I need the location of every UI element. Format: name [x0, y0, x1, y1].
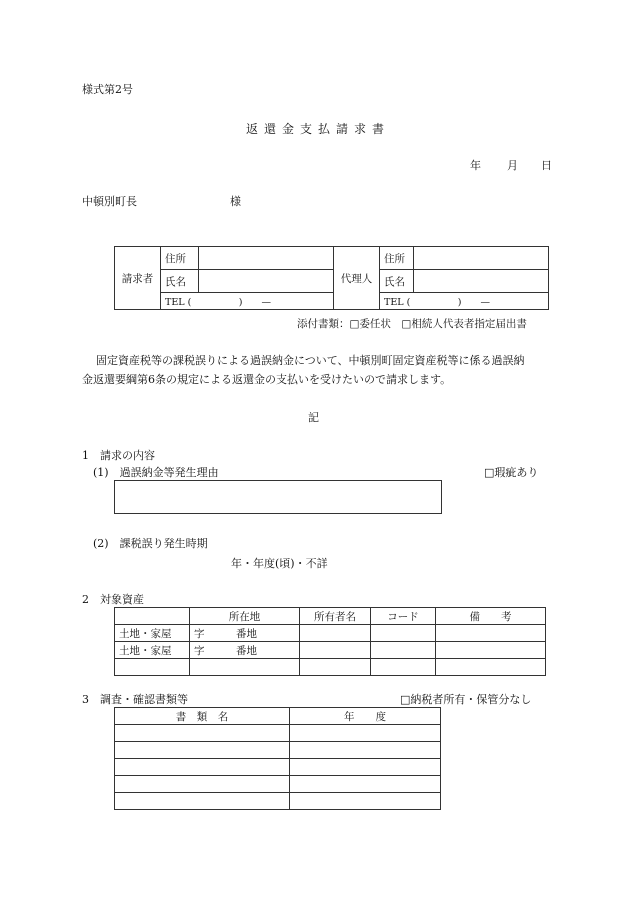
table-row [115, 793, 441, 810]
no-documents-checkbox[interactable]: □納税者所有・保管分なし [400, 693, 532, 706]
ki-marker: 記 [308, 411, 319, 424]
document-year-cell[interactable] [290, 725, 441, 742]
requester-tel[interactable]: TEL ( ) — [161, 293, 334, 310]
document-name-cell[interactable] [115, 725, 290, 742]
section1-item1: (1) 過誤納金等発生理由 [93, 466, 219, 479]
asset-owner-cell[interactable] [300, 659, 371, 676]
section1-item2: (2) 課税誤り発生時期 [93, 537, 208, 550]
asset-code-cell[interactable] [371, 659, 436, 676]
defect-checkbox[interactable]: □瑕疵あり [484, 466, 539, 479]
section3-heading: 3 調査・確認書類等 [82, 693, 188, 706]
asset-location-cell[interactable]: 字 番地 [190, 642, 300, 659]
assets-header-cell: 所有者名 [300, 608, 371, 625]
attachments: 添付書類：□委任状 □相続人代表者指定届出書 [297, 318, 527, 330]
assets-header-cell: 所在地 [190, 608, 300, 625]
document-year-cell[interactable] [290, 742, 441, 759]
document-year-cell[interactable] [290, 776, 441, 793]
asset-type-cell: 土地・家屋 [115, 625, 190, 642]
asset-remarks-cell[interactable] [436, 625, 546, 642]
document-name-cell[interactable] [115, 793, 290, 810]
requester-label: 請求者 [115, 247, 161, 310]
documents-header-cell: 書 類 名 [115, 708, 290, 725]
body-text-line-2: 金返還要綱第6条の規定による返還金の支払いを受けたいので請求します。 [82, 373, 452, 386]
reason-box[interactable] [114, 480, 442, 514]
asset-remarks-cell[interactable] [436, 659, 546, 676]
asset-code-cell[interactable] [371, 642, 436, 659]
document-year-cell[interactable] [290, 759, 441, 776]
agent-name-label: 氏名 [380, 270, 414, 293]
asset-owner-cell[interactable] [300, 625, 371, 642]
asset-owner-cell[interactable] [300, 642, 371, 659]
date-year: 年 [470, 159, 481, 172]
agent-tel[interactable]: TEL ( ) — [380, 293, 549, 310]
period-options: 年・年度(頃)・不詳 [231, 557, 328, 570]
page-title: 返還金支払請求書 [246, 122, 391, 136]
table-row [115, 625, 546, 642]
date-day: 日 [541, 159, 552, 172]
table-row [115, 776, 441, 793]
document-name-cell[interactable] [115, 759, 290, 776]
table-row [115, 659, 546, 676]
assets-header-cell [115, 608, 190, 625]
asset-code-cell[interactable] [371, 625, 436, 642]
form-number: 様式第2号 [82, 83, 133, 96]
table-row [115, 642, 546, 659]
document-name-cell[interactable] [115, 742, 290, 759]
addressee: 中頓別町長 [82, 195, 137, 208]
agent-label: 代理人 [334, 247, 380, 310]
agent-name-field[interactable] [414, 270, 549, 293]
requester-address-label: 住所 [161, 247, 199, 270]
body-text-line-1: 固定資産税等の課税誤りによる過誤納金について、中頓別町固定資産税等に係る過誤納 [96, 354, 525, 367]
section2-heading: 2 対象資産 [82, 593, 144, 606]
assets-header-row [115, 608, 546, 625]
document-name-cell[interactable] [115, 776, 290, 793]
asset-type-cell: 土地・家屋 [115, 642, 190, 659]
requester-address-field[interactable] [199, 247, 334, 270]
date-month: 月 [507, 159, 518, 172]
asset-type-cell[interactable] [115, 659, 190, 676]
requester-name-field[interactable] [199, 270, 334, 293]
section1-heading: 1 請求の内容 [82, 449, 155, 462]
documents-header-row [115, 708, 441, 725]
agent-address-field[interactable] [414, 247, 549, 270]
asset-location-cell[interactable]: 字 番地 [190, 625, 300, 642]
asset-location-cell[interactable] [190, 659, 300, 676]
table-row [115, 759, 441, 776]
table-row [115, 742, 441, 759]
assets-table [114, 607, 546, 676]
assets-header-cell: コード [371, 608, 436, 625]
addressee-honorific: 様 [230, 195, 241, 208]
asset-remarks-cell[interactable] [436, 642, 546, 659]
documents-table [114, 707, 441, 810]
table-row [115, 725, 441, 742]
requester-name-label: 氏名 [161, 270, 199, 293]
document-year-cell[interactable] [290, 793, 441, 810]
parties-table [114, 246, 549, 310]
assets-header-cell: 備 考 [436, 608, 546, 625]
documents-header-cell: 年 度 [290, 708, 441, 725]
agent-address-label: 住所 [380, 247, 414, 270]
